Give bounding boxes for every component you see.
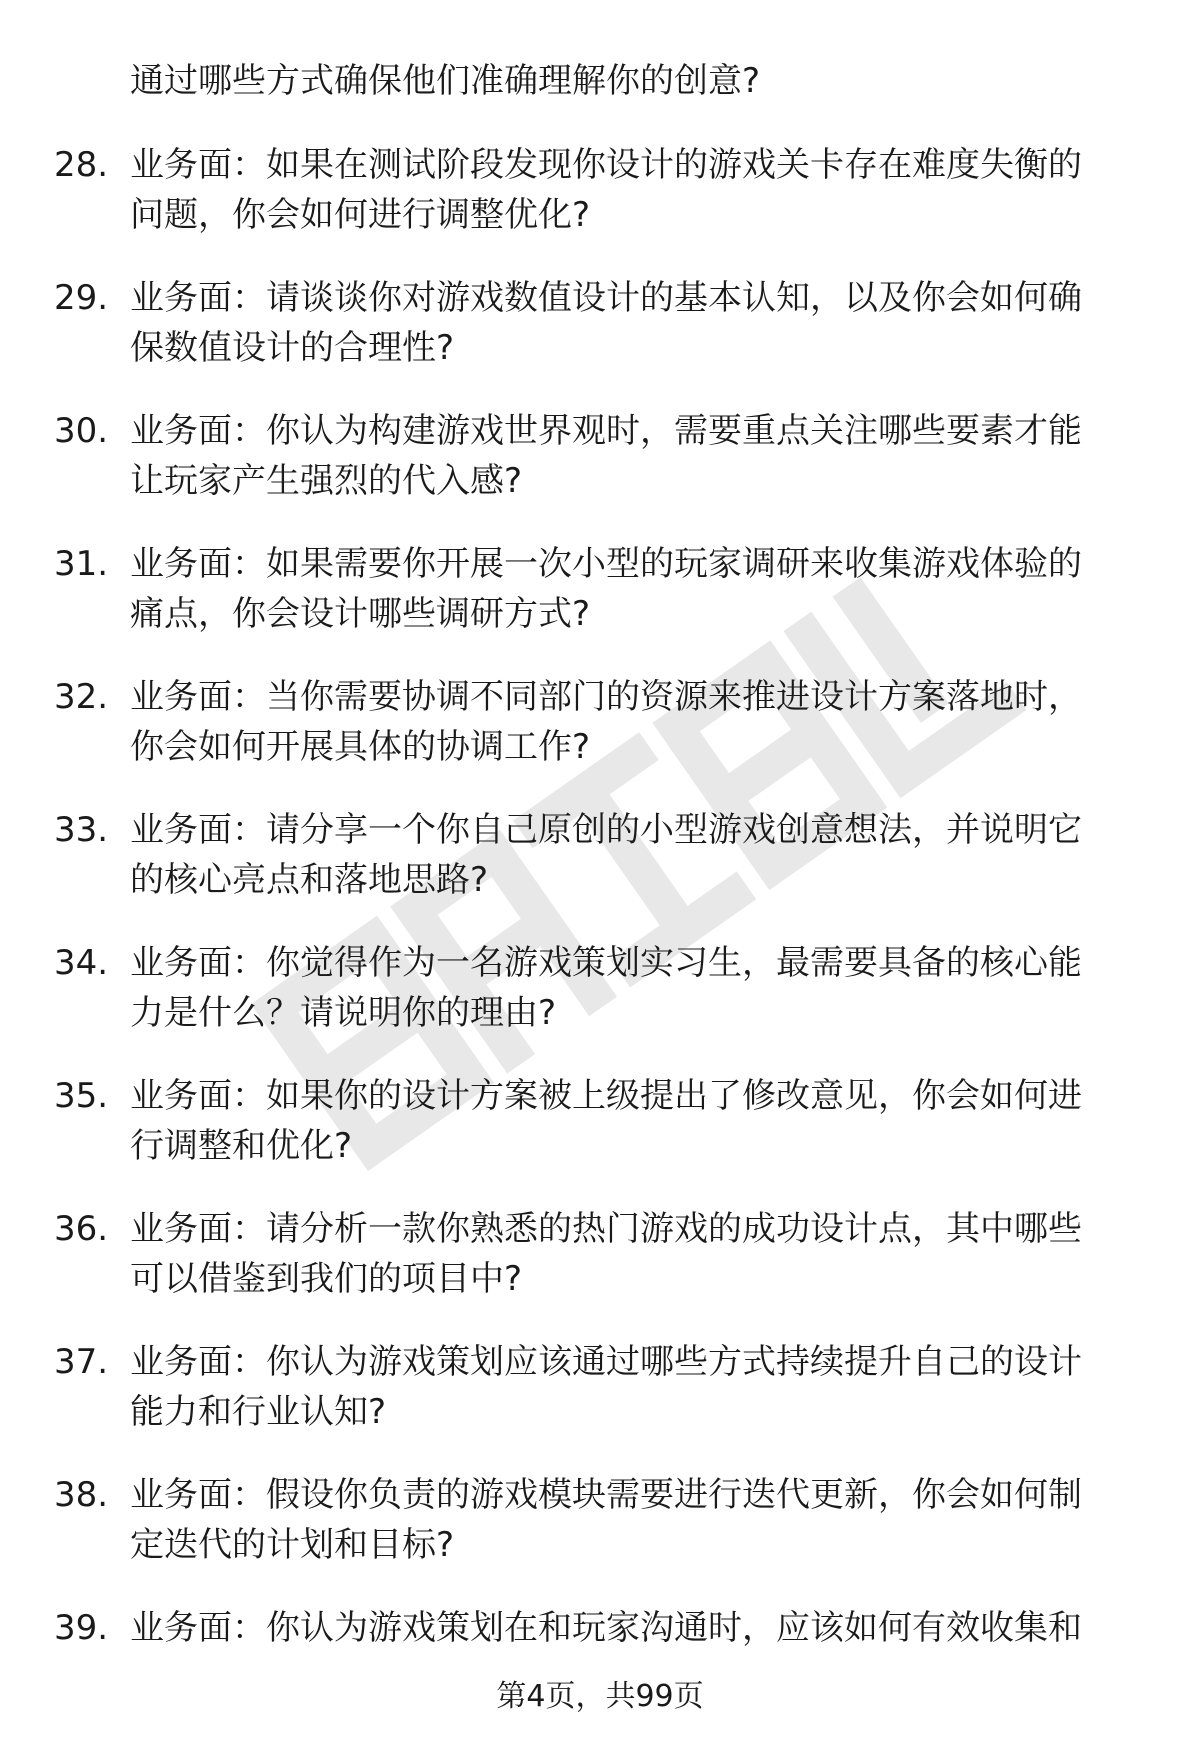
item-text-line-1: 业务面：请分享一个你自己原创的小型游戏创意想法，并说明它 [130, 810, 1082, 850]
item-text-line-2: 的核心亮点和落地思路? [130, 860, 489, 900]
item-text-line-1: 业务面：你觉得作为一名游戏策划实习生，最需要具备的核心能 [130, 943, 1082, 983]
item-number: 32. [54, 677, 109, 717]
list-item [0, 273, 1200, 406]
item-number: 29. [54, 278, 109, 318]
item-number: 33. [54, 810, 109, 850]
item-number: 38. [54, 1475, 109, 1515]
item-number: 31. [54, 544, 109, 584]
continuation-line: 通过哪些方式确保他们准确理解你的创意? [130, 61, 761, 101]
item-text-line-1: 业务面：你认为游戏策划应该通过哪些方式持续提升自己的设计 [130, 1342, 1082, 1382]
page-footer: 第4页，共99页 [496, 1679, 704, 1714]
item-text-line-2: 保数值设计的合理性? [130, 328, 455, 368]
item-text-line-1: 业务面：如果在测试阶段发现你设计的游戏关卡存在难度失衡的 [130, 145, 1082, 185]
item-number: 39. [54, 1608, 109, 1648]
item-number: 35. [54, 1076, 109, 1116]
list-item [0, 1071, 1200, 1204]
list-item [0, 938, 1200, 1071]
item-number: 36. [54, 1209, 109, 1249]
item-text-line-2: 可以借鉴到我们的项目中? [130, 1259, 523, 1299]
item-text-line-1: 业务面：请谈谈你对游戏数值设计的基本认知，以及你会如何确 [130, 278, 1082, 318]
item-text-line-2: 定迭代的计划和目标? [130, 1525, 455, 1565]
item-number: 37. [54, 1342, 109, 1382]
list-item [0, 805, 1200, 938]
item-text-line-2: 你会如何开展具体的协调工作? [130, 727, 591, 767]
item-number: 30. [54, 411, 109, 451]
item-number: 28. [54, 145, 109, 185]
item-text-line-2: 力是什么？请说明你的理由? [130, 993, 557, 1033]
item-text-line-1: 业务面：你认为构建游戏世界观时，需要重点关注哪些要素才能 [130, 411, 1082, 451]
item-text-line-1: 业务面：如果需要你开展一次小型的玩家调研来收集游戏体验的 [130, 544, 1082, 584]
item-text-line-1: 业务面：假设你负责的游戏模块需要进行迭代更新，你会如何制 [130, 1475, 1082, 1515]
item-text-line-2: 能力和行业认知? [130, 1392, 387, 1432]
list-item [0, 1470, 1200, 1603]
item-text-line-2: 让玩家产生强烈的代入感? [130, 461, 523, 501]
list-item [0, 672, 1200, 805]
list-item [0, 1204, 1200, 1337]
list-item [0, 539, 1200, 672]
item-text-line-1: 业务面：当你需要协调不同部门的资源来推进设计方案落地时， [130, 677, 1082, 717]
question-list [0, 140, 1200, 1736]
item-text-line-2: 问题，你会如何进行调整优化? [130, 195, 591, 235]
item-text-line-1: 业务面：请分析一款你熟悉的热门游戏的成功设计点，其中哪些 [130, 1209, 1082, 1249]
list-item [0, 140, 1200, 273]
item-text-line-1: 业务面：如果你的设计方案被上级提出了修改意见，你会如何进 [130, 1076, 1082, 1116]
list-item [0, 406, 1200, 539]
list-item [0, 1337, 1200, 1470]
item-text-line-2: 行调整和优化? [130, 1126, 353, 1166]
item-text-line-1: 业务面：你认为游戏策划在和玩家沟通时，应该如何有效收集和 [130, 1608, 1082, 1648]
item-text-line-2: 痛点，你会设计哪些调研方式? [130, 594, 591, 634]
item-number: 34. [54, 943, 109, 983]
